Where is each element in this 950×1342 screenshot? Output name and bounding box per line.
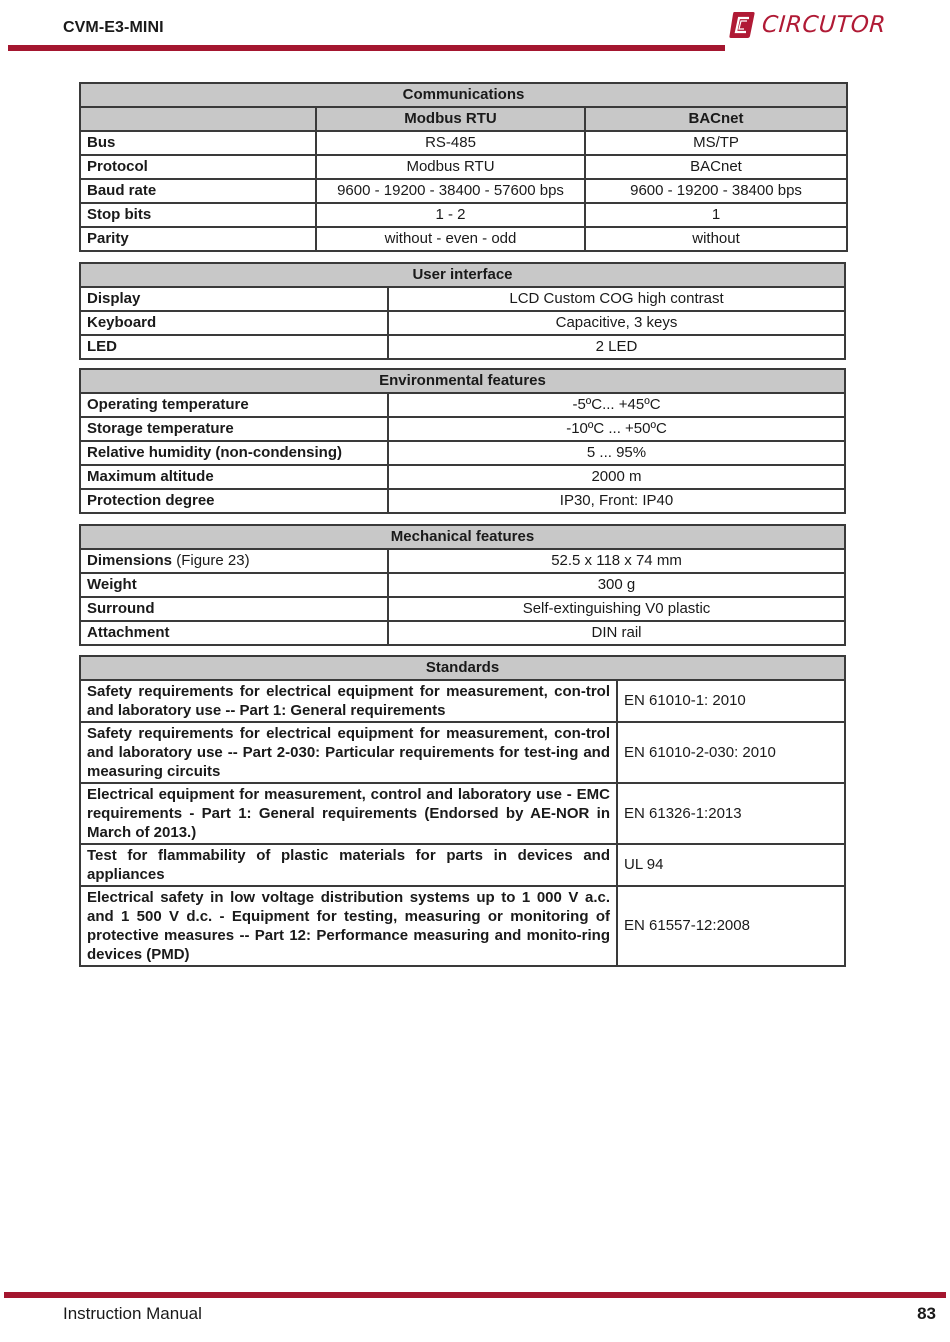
standard-code: EN 61557-12:2008 (617, 886, 845, 966)
row-value: Capacitive, 3 keys (388, 311, 845, 335)
row-label: Bus (80, 131, 316, 155)
row-label (80, 549, 388, 573)
row-label: Weight (80, 573, 388, 597)
row-label: Stop bits (80, 203, 316, 227)
row-value: 1 (585, 203, 847, 227)
table-row (80, 621, 845, 645)
table-row (80, 311, 845, 335)
standard-description: Test for flammability of plastic materials for parts in devices and appliances (80, 844, 617, 886)
table-row (80, 597, 845, 621)
row-label: Protection degree (80, 489, 388, 513)
table-row (80, 393, 845, 417)
table-row (80, 227, 847, 251)
row-value: -10ºC ... +50ºC (388, 417, 845, 441)
table-row (80, 465, 845, 489)
table-row (80, 549, 845, 573)
table-title: User interface (80, 263, 845, 287)
table-row (80, 722, 845, 783)
row-label: Baud rate (80, 179, 316, 203)
standard-description: Safety requirements for electrical equipment for measurement, con-trol and laboratory use -- Part 1: General requirements (80, 680, 617, 722)
table-row (80, 573, 845, 597)
row-value: LCD Custom COG high contrast (388, 287, 845, 311)
brand-name: CIRCUTOR (761, 12, 887, 38)
footer-manual-label: Instruction Manual (63, 1304, 202, 1323)
row-label: Attachment (80, 621, 388, 645)
row-label: Surround (80, 597, 388, 621)
table-title: Standards (80, 656, 845, 680)
row-value: 2000 m (388, 465, 845, 489)
row-value: BACnet (585, 155, 847, 179)
standard-code: EN 61010-2-030: 2010 (617, 722, 845, 783)
table-title: Environmental features (80, 369, 845, 393)
page-number: 83 (917, 1304, 936, 1323)
row-value: 9600 - 19200 - 38400 - 57600 bps (316, 179, 585, 203)
circutor-logo-icon (728, 10, 756, 40)
row-value: Self-extinguishing V0 plastic (388, 597, 845, 621)
document-title: CVM-E3-MINI (63, 19, 164, 36)
row-value: 2 LED (388, 335, 845, 359)
row-value: without - even - odd (316, 227, 585, 251)
standards-table (79, 655, 846, 967)
column-header: Modbus RTU (316, 107, 585, 131)
row-label: Relative humidity (non-condensing) (80, 441, 388, 465)
standard-code: UL 94 (617, 844, 845, 886)
column-header (80, 107, 316, 131)
column-header: BACnet (585, 107, 847, 131)
row-label: Maximum altitude (80, 465, 388, 489)
mechanical-table (79, 524, 846, 646)
table-row (80, 783, 845, 844)
user-interface-table (79, 262, 846, 360)
footer-rule (4, 1292, 946, 1298)
row-value: IP30, Front: IP40 (388, 489, 845, 513)
environmental-table (79, 368, 846, 514)
table-row (80, 335, 845, 359)
row-label: Storage temperature (80, 417, 388, 441)
row-value: MS/TP (585, 131, 847, 155)
table-row (80, 287, 845, 311)
standard-description: Safety requirements for electrical equipment for measurement, con-trol and laboratory use -- Part 2-030: Particular requirements for test-ing and measuring circuits (80, 722, 617, 783)
row-value: 1 - 2 (316, 203, 585, 227)
row-label-text: Dimensions (87, 552, 173, 569)
standard-code: EN 61010-1: 2010 (617, 680, 845, 722)
row-label: LED (80, 335, 388, 359)
table-title: Mechanical features (80, 525, 845, 549)
table-row (80, 441, 845, 465)
row-value: 300 g (388, 573, 845, 597)
table-row (80, 155, 847, 179)
standard-code: EN 61326-1:2013 (617, 783, 845, 844)
row-label: Keyboard (80, 311, 388, 335)
row-value: 5 ... 95% (388, 441, 845, 465)
row-value: without (585, 227, 847, 251)
table-row (80, 489, 845, 513)
row-label: Display (80, 287, 388, 311)
table-row (80, 417, 845, 441)
table-row (80, 844, 845, 886)
table-row (80, 886, 845, 966)
row-value: -5ºC... +45ºC (388, 393, 845, 417)
header-rule (8, 45, 725, 51)
brand-logo (728, 8, 886, 42)
row-value: DIN rail (388, 621, 845, 645)
table-title: Communications (80, 83, 847, 107)
row-value: Modbus RTU (316, 155, 585, 179)
row-value: 9600 - 19200 - 38400 bps (585, 179, 847, 203)
row-label: Operating temperature (80, 393, 388, 417)
figure-reference: (Figure 23) (172, 552, 250, 569)
standard-description: Electrical equipment for measurement, control and laboratory use - EMC requirements - Part 1: General requirements (Endorsed by AE-NOR in March of 2013.) (80, 783, 617, 844)
table-row (80, 203, 847, 227)
row-value: RS-485 (316, 131, 585, 155)
row-label: Parity (80, 227, 316, 251)
row-label: Protocol (80, 155, 316, 179)
table-row (80, 179, 847, 203)
table-row (80, 680, 845, 722)
standard-description: Electrical safety in low voltage distribution systems up to 1 000 V a.c. and 1 500 V d.c. - Equipment for testing, measuring or monitoring of protective measures -- Part 12: Performance measuring and monito-ring devices (PMD) (80, 886, 617, 966)
table-row (80, 131, 847, 155)
row-value: 52.5 x 118 x 74 mm (388, 549, 845, 573)
communications-table (79, 82, 848, 252)
